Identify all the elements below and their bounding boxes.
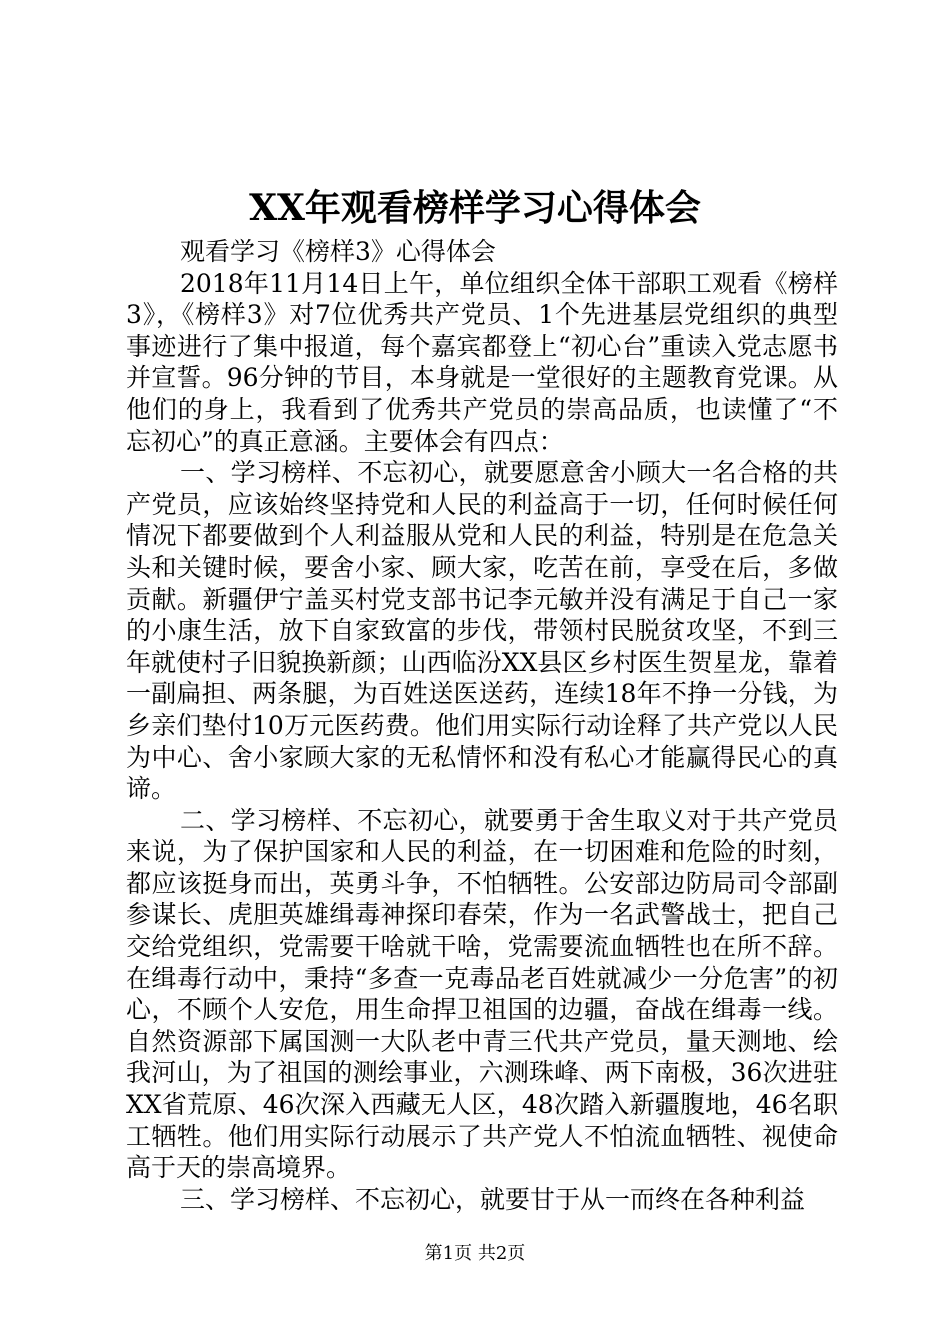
- paragraph-point-one: 一、学习榜样、不忘初心，就要愿意舍小顾大一名合格的共产党员，应该始终坚持党和人民的利益高于一切，任何时候任何情况下都要做到个人利益服从党和人民的利益，特别是在危急关头和关键时候，要舍小家、顾大家，吃苦在前，享受在后，多做贡献。新疆伊宁盖买村党支部书记李元敏并没有满足于自己一家的小康生活，放下自家致富的步伐，带领村民脱贫攻坚，不到三年就使村子旧貌换新颜；山西临汾XX县区乡村医生贺星龙，靠着一副扁担、两条腿，为百姓送医送药，连续18年不挣一分钱，为乡亲们垫付10万元医药费。他们用实际行动诠释了共产党以人民为中心、舍小家顾大家的无私情怀和没有私心才能赢得民心的真谛。: [126, 458, 838, 804]
- page-footer: 第1页 共2页: [424, 1243, 526, 1264]
- paragraph-point-two: 二、学习榜样、不忘初心，就要勇于舍生取义对于共产党员来说，为了保护国家和人民的利益，在一切困难和危险的时刻，都应该挺身而出，英勇斗争，不怕牺牲。公安部边防局司令部副参谋长、虎胆英雄缉毒神探印春荣，作为一名武警战士，把自己交给党组织，党需要干啥就干啥，党需要流血牺牲也在所不辞。在缉毒行动中，秉持“多查一克毒品老百姓就减少一分危害”的初心，不顾个人安危，用生命捍卫祖国的边疆，奋战在缉毒一线。自然资源部下属国测一大队老中青三代共产党员，量天测地、绘我河山，为了祖国的测绘事业，六测珠峰、两下南极，36次进驻XX省荒原、46次深入西藏无人区，48次踏入新疆腹地，46名职工牺牲。他们用实际行动展示了共产党人不怕流血牺牲、视使命高于天的崇高境界。: [126, 805, 838, 1183]
- paragraph-intro: 2018年11月14日上午，单位组织全体干部职工观看《榜样3》，《榜样3》对7位优秀共产党员、1个先进基层党组织的典型事迹进行了集中报道，每个嘉宾都登上“初心台”重读入党志愿书并宣誓。96分钟的节目，本身就是一堂很好的主题教育党课。从他们的身上，我看到了优秀共产党员的崇高品质，也读懂了“不忘初心”的真正意涵。主要体会有四点：: [126, 268, 838, 456]
- document-body: [126, 236, 838, 1215]
- document-title: XX年观看榜样学习心得体会: [249, 187, 701, 229]
- paragraph-point-three: 三、学习榜样、不忘初心，就要甘于从一而终在各种利益: [180, 1184, 806, 1214]
- paragraph-subtitle: 观看学习《榜样3》心得体会: [180, 237, 496, 266]
